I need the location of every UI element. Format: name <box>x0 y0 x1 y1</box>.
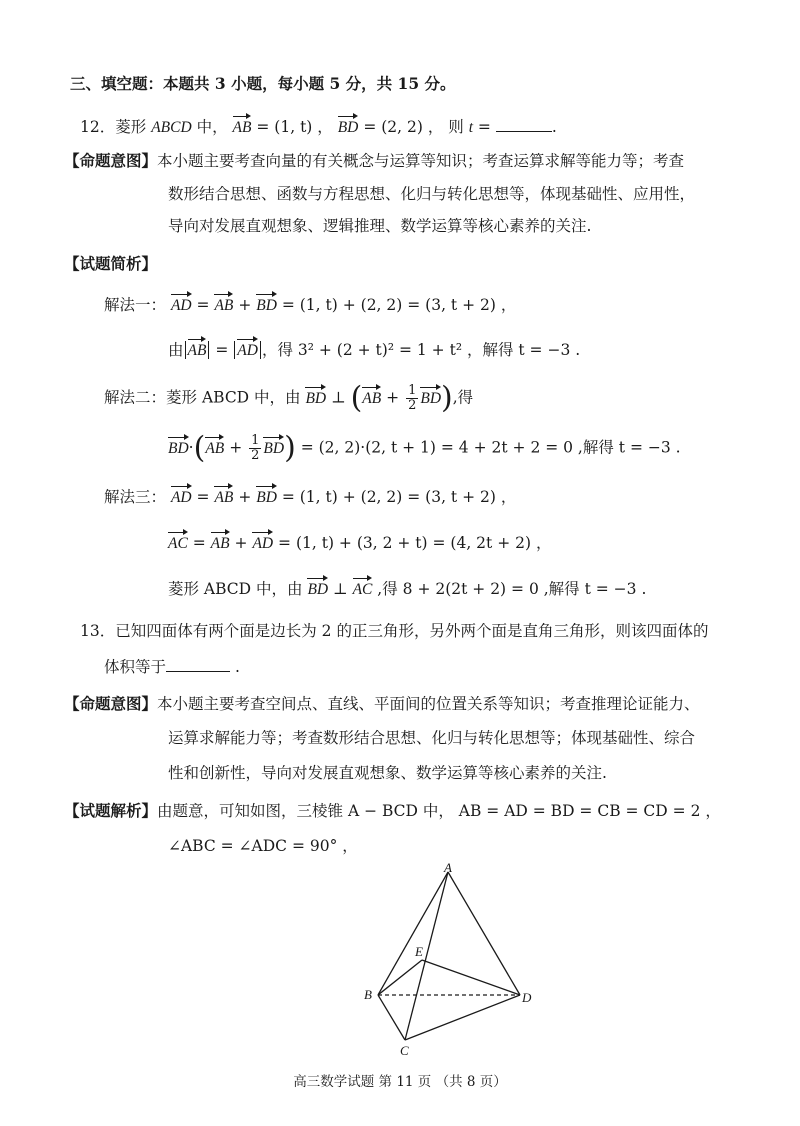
label-e: E <box>415 944 423 959</box>
q13-stem-line-1: 13．已知四面体有两个面是边长为 2 的正三角形，另外两个面是直角三角形，则该四面体的 <box>80 622 709 640</box>
edge-ab <box>378 872 448 995</box>
analysis-tag: 【试题解析】 <box>64 801 158 820</box>
method-3-line-3: 菱形 ABCD 中，由 BD ⊥ AC ,得 8 + 2(2t + 2) = 0 ,解得 t = −3 . <box>168 576 646 601</box>
segment-ed <box>422 960 520 995</box>
method-1-line-2: 由 AB = AD ，得 3² + (2 + t)² = 1 + t² ，解得 t = −3 . <box>168 337 580 362</box>
intent-tag: 【命题意图】 <box>64 694 158 713</box>
q13-stem-line-2: 体积等于 . <box>104 655 240 678</box>
method-1-line-1: 解法一： AD = AB + BD = (1, t) + (2, 2) = (3, t + 2) ， <box>104 292 516 317</box>
answer-blank <box>166 655 230 672</box>
q13-analysis-line-1: 【试题解析】由题意，可知如图，三棱锥 A − BCD 中， AB = AD = BD = CB = CD = 2 ， <box>64 801 721 820</box>
q12-intent-line-1: 【命题意图】本小题主要考查向量的有关概念与运算等知识；考查运算求解等能力等；考查 <box>64 151 685 170</box>
q13-intent-line-1: 【命题意图】本小题主要考查空间点、直线、平面间的位置关系等知识；考查推理论证能力、 <box>64 694 700 713</box>
page-footer: 高三数学试题 第 11 页 （共 8 页） <box>293 1074 507 1090</box>
method-3-line-2: AC = AB + AD = (1, t) + (3, 2 + t) = (4, 2t + 2) ， <box>168 530 551 555</box>
method-2-line-1: 解法二：菱形 ABCD 中，由 BD ⊥ (AB + $\frac{1}{2}$ BD),得 <box>104 380 474 416</box>
label-c: C <box>400 1043 409 1058</box>
segment-be <box>378 960 422 995</box>
vector-bd: BD <box>338 114 359 139</box>
intent-tag: 【命题意图】 <box>64 151 158 170</box>
method-2-line-2: BD·(AB + $\frac{1}{2}$ BD) = (2, 2)·(2, t + 1) = 4 + 2t + 2 = 0 ,解得 t = −3 . <box>168 430 681 466</box>
q13-intent-line-2: 运算求解能力等；考查数形结合思想、化归与转化思想等；体现基础性、综合 <box>168 729 696 747</box>
edge-ad <box>448 872 520 995</box>
tetrahedron-figure <box>350 860 550 1060</box>
q12-number: 12． <box>80 118 116 136</box>
vector-ab: AB <box>233 114 252 139</box>
q13-intent-line-3: 性和创新性，导向对发展直观想象、数学运算等核心素养的关注. <box>168 764 607 782</box>
q12-stem: 12．菱形 ABCD 中， AB = (1, t) ， BD = (2, 2) ， 则 t = . <box>80 114 557 139</box>
q12-analysis-tag: 【试题简析】 <box>64 254 158 273</box>
answer-blank <box>496 115 552 132</box>
edge-ac <box>405 872 448 1040</box>
q13-analysis-line-2: ∠ABC = ∠ADC = 90° ， <box>168 837 358 855</box>
label-d: D <box>522 990 532 1005</box>
q12-intent-line-2: 数形结合思想、函数与方程思想、化归与转化思想等，体现基础性、应用性， <box>168 185 696 203</box>
label-b: B <box>364 987 372 1002</box>
label-a: A <box>444 860 452 875</box>
method-3-line-1: 解法三： AD = AB + BD = (1, t) + (2, 2) = (3, t + 2) ， <box>104 484 516 509</box>
edge-cd <box>405 995 520 1040</box>
edge-bc <box>378 995 405 1040</box>
q12-intent-line-3: 导向对发展直观想象、逻辑推理、数学运算等核心素养的关注. <box>168 217 592 235</box>
q13-number: 13． <box>80 622 116 640</box>
section-title: 三、填空题：本题共 3 小题，每小题 5 分，共 15 分。 <box>70 74 456 93</box>
